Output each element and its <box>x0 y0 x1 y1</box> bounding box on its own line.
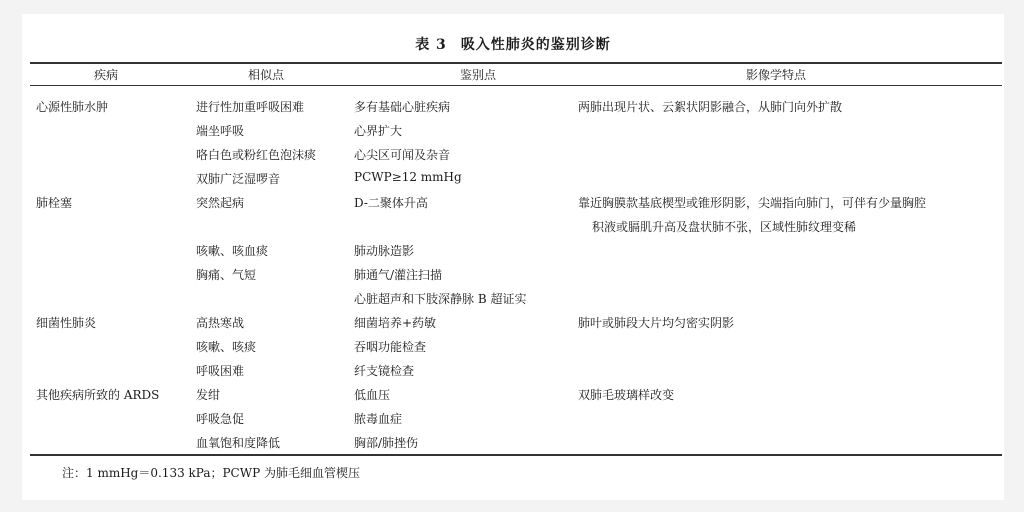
table-number: 表 3 <box>415 37 447 53</box>
header-rule <box>30 85 1002 86</box>
disease-cell: 其他疾病所致的 ARDS <box>36 388 160 402</box>
differential-cell: 胸部/肺挫伤 <box>354 436 419 450</box>
similar-cell: 血氧饱和度降低 <box>196 436 281 450</box>
differential-cell: 脓毒血症 <box>354 412 403 426</box>
disease-cell: 心源性肺水肿 <box>36 100 109 114</box>
imaging-cell: 靠近胸膜款基底楔型或锥形阴影，尖端指向肺门，可伴有少量胸腔 <box>578 196 927 210</box>
imaging-cell: 两肺出现片状、云絮状阴影融合，从肺门向外扩散 <box>578 100 843 114</box>
differential-cell: 细菌培养+药敏 <box>354 316 437 330</box>
document-page <box>22 14 1004 500</box>
top-rule <box>30 62 1002 64</box>
table-title-text: 吸入性肺炎的鉴别诊断 <box>460 37 611 53</box>
table-title <box>22 34 1004 54</box>
differential-cell: 多有基础心脏疾病 <box>354 100 451 114</box>
differential-cell: 肺通气/灌注扫描 <box>354 268 443 282</box>
similar-cell: 进行性加重呼吸困难 <box>196 100 305 114</box>
differential-cell: 吞咽功能检查 <box>354 340 427 354</box>
bottom-rule <box>30 454 1002 456</box>
differential-cell: D-二聚体升高 <box>354 196 428 210</box>
differential-cell: 肺动脉造影 <box>354 244 415 258</box>
differential-cell: PCWP≥12 mmHg <box>354 170 462 184</box>
differential-cell: 心脏超声和下肢深静脉 B 超证实 <box>354 292 527 306</box>
similar-cell: 端坐呼吸 <box>196 124 245 138</box>
similar-cell: 呼吸困难 <box>196 364 245 378</box>
table-note: 注：1 mmHg＝0.133 kPa；PCWP 为肺毛细血管楔压 <box>62 466 360 480</box>
header-similar: 相似点 <box>248 68 285 82</box>
similar-cell: 呼吸急促 <box>196 412 245 426</box>
header-disease: 疾病 <box>94 68 119 82</box>
similar-cell: 突然起病 <box>196 196 245 210</box>
similar-cell: 咳嗽、咳血痰 <box>196 244 269 258</box>
imaging-cell: 双肺毛玻璃样改变 <box>578 388 675 402</box>
imaging-cell: 积液或膈肌升高及盘状肺不张，区域性肺纹理变稀 <box>592 220 857 234</box>
similar-cell: 发绀 <box>196 388 221 402</box>
disease-cell: 细菌性肺炎 <box>36 316 97 330</box>
disease-cell: 肺栓塞 <box>36 196 73 210</box>
similar-cell: 胸痛、气短 <box>196 268 257 282</box>
differential-cell: 低血压 <box>354 388 391 402</box>
similar-cell: 咯白色或粉红色泡沫痰 <box>196 148 317 162</box>
header-differential: 鉴别点 <box>460 68 497 82</box>
differential-cell: 纤支镜检查 <box>354 364 415 378</box>
similar-cell: 高热寒战 <box>196 316 245 330</box>
similar-cell: 咳嗽、咳痰 <box>196 340 257 354</box>
differential-cell: 心界扩大 <box>354 124 403 138</box>
header-imaging: 影像学特点 <box>746 68 807 82</box>
imaging-cell: 肺叶或肺段大片均匀密实阴影 <box>578 316 735 330</box>
differential-cell: 心尖区可闻及杂音 <box>354 148 451 162</box>
similar-cell: 双肺广泛湿啰音 <box>196 172 281 186</box>
